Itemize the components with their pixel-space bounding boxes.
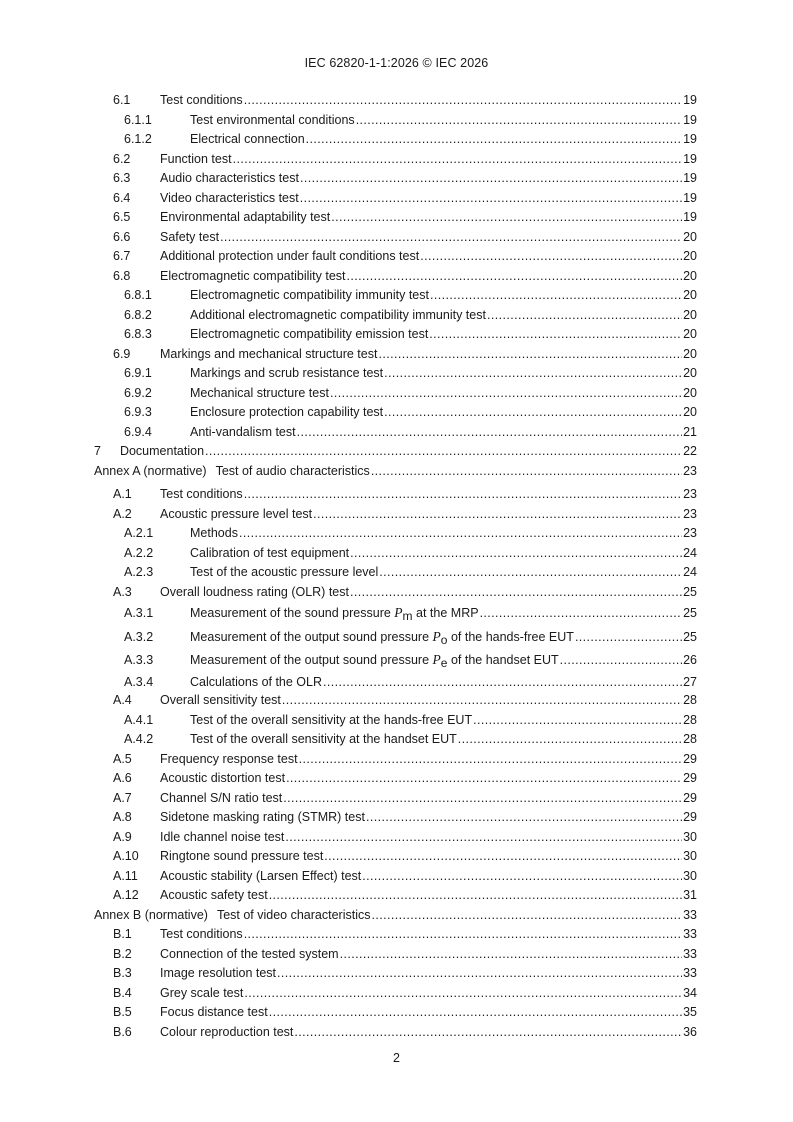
toc-entry-page: 35 xyxy=(683,1005,697,1019)
toc-entry-page: 19 xyxy=(683,112,697,127)
dot-leader xyxy=(297,425,682,440)
toc-entry[interactable] xyxy=(113,693,697,708)
dot-leader xyxy=(244,927,682,942)
toc-entry[interactable] xyxy=(113,507,697,522)
dot-leader xyxy=(384,405,682,420)
toc-entry-title-text: Mechanical structure test xyxy=(190,385,329,400)
toc-entry-page: 29 xyxy=(683,790,697,805)
toc-entry[interactable] xyxy=(113,888,697,903)
math-subscript: e xyxy=(440,656,448,670)
toc-entry[interactable] xyxy=(113,347,697,362)
toc-entry[interactable] xyxy=(124,565,697,580)
toc-entry[interactable] xyxy=(113,927,697,942)
toc-entry-page: 30 xyxy=(683,829,697,844)
dot-leader xyxy=(371,464,682,479)
toc-entry[interactable] xyxy=(124,327,697,342)
toc-entry-page: 36 xyxy=(683,1024,697,1039)
toc-entry-title xyxy=(160,986,243,1001)
toc-entry-page: 22 xyxy=(683,444,697,458)
toc-entry-title xyxy=(216,464,370,479)
toc-entry-title-text: Test of audio characteristics xyxy=(215,463,370,478)
toc-entry[interactable] xyxy=(113,191,697,206)
toc-entry-title-text: Test conditions xyxy=(160,93,243,107)
dot-leader xyxy=(330,386,682,401)
toc-entry-page: 23 xyxy=(683,487,697,501)
dot-leader xyxy=(331,210,682,225)
toc-entry[interactable] xyxy=(113,93,697,108)
toc-entry-page: 20 xyxy=(683,366,697,380)
toc-entry-page: 20 xyxy=(683,385,697,400)
toc-entry-title xyxy=(190,386,329,401)
dot-leader xyxy=(575,630,682,645)
toc-entry[interactable] xyxy=(113,830,697,845)
dot-leader xyxy=(458,732,682,747)
toc-entry-number: B.1 xyxy=(113,927,132,941)
dot-leader xyxy=(313,507,682,522)
toc-entry[interactable] xyxy=(124,113,697,128)
toc-entry-number: 6.8.1 xyxy=(124,288,152,302)
dot-leader xyxy=(300,191,682,206)
dot-leader xyxy=(487,308,682,323)
toc-entry-title xyxy=(190,565,378,580)
toc-entry[interactable] xyxy=(124,405,697,420)
toc-entry-page: 24 xyxy=(683,565,697,579)
toc-entry-page: 20 xyxy=(683,405,697,419)
toc-entry[interactable] xyxy=(94,464,697,479)
toc-entry-number: A.2.1 xyxy=(124,526,154,540)
toc-entry[interactable] xyxy=(113,230,697,245)
toc-entry-title-suffix: at the MRP xyxy=(416,606,479,620)
toc-entry-title-text: Calculations of the OLR xyxy=(190,675,323,689)
toc-entry-title xyxy=(160,849,323,864)
toc-entry-page: 33 xyxy=(683,907,697,922)
toc-entry-page: 19 xyxy=(683,151,697,166)
toc-entry[interactable] xyxy=(113,791,697,806)
toc-entry-number: A.5 xyxy=(113,751,132,766)
toc-entry-number: 6.9.3 xyxy=(124,405,152,419)
dot-leader xyxy=(366,810,682,825)
toc-entry-title-text: Documentation xyxy=(119,444,205,458)
toc-entry-title xyxy=(190,113,355,128)
toc-entry-page: 21 xyxy=(683,424,697,439)
dot-leader xyxy=(340,947,683,962)
toc-entry-title xyxy=(160,269,346,284)
toc-entry-title-text: Idle channel noise test xyxy=(160,829,285,844)
toc-entry-title xyxy=(190,732,457,747)
dot-leader xyxy=(430,288,682,303)
toc-entry-number: 6.4 xyxy=(113,190,131,205)
toc-entry-number: 6.7 xyxy=(113,249,131,263)
toc-entry-title-text: Test conditions xyxy=(160,927,243,941)
toc-entry-page: 20 xyxy=(683,249,697,263)
toc-entry-number: A.3 xyxy=(113,584,132,599)
toc-entry-title xyxy=(160,585,349,600)
toc-entry-title xyxy=(160,810,365,825)
toc-entry-title-text: Channel S/N ratio test xyxy=(160,790,283,805)
toc-entry-number: A.9 xyxy=(113,829,132,844)
toc-entry-number: A.6 xyxy=(113,771,132,785)
toc-entry-number: A.8 xyxy=(113,810,132,824)
toc-entry-page: 19 xyxy=(683,132,697,146)
toc-entry-title-text: Electrical connection xyxy=(190,132,305,146)
toc-entry-title-text: Test of the overall sensitivity at the handset EUT xyxy=(190,732,457,746)
toc-entry-title-text: Acoustic stability (Larsen Effect) test xyxy=(160,868,362,883)
toc-entry-number: B.6 xyxy=(113,1024,132,1039)
toc-entry-title-text: Colour reproduction test xyxy=(160,1024,294,1039)
toc-entry-title-text: Grey scale test xyxy=(160,985,244,1000)
toc-entry-title-text: Calibration of test equipment xyxy=(190,545,350,560)
dot-leader xyxy=(362,869,682,884)
toc-entry-number: B.3 xyxy=(113,966,132,980)
toc-entry[interactable] xyxy=(113,1025,697,1040)
toc-entry-number: A.11 xyxy=(113,868,138,883)
toc-entry-title-text: Test environmental conditions xyxy=(190,112,355,127)
page-header: IEC 62820-1-1:2026 © IEC 2026 xyxy=(304,56,489,70)
toc-entry-number: 6.1 xyxy=(113,93,131,107)
toc-entry-title-text: Measurement of the output sound pressure xyxy=(190,653,430,667)
toc-entry[interactable] xyxy=(113,585,697,600)
toc-entry[interactable] xyxy=(124,652,697,668)
toc-entry-number: 6.8.3 xyxy=(124,327,152,341)
toc-entry-title xyxy=(190,652,559,668)
toc-entry-number: 6.8.2 xyxy=(124,307,152,322)
toc-entry-title xyxy=(160,210,330,225)
toc-entry-page: 23 xyxy=(683,526,697,540)
toc-entry[interactable] xyxy=(124,713,697,728)
toc-entry-page: 27 xyxy=(683,675,697,689)
toc-entry[interactable] xyxy=(124,132,697,147)
toc-entry-title-text: Audio characteristics test xyxy=(160,171,299,185)
toc-entry-page: 20 xyxy=(683,327,697,341)
toc-entry-title xyxy=(190,605,479,621)
dot-leader xyxy=(269,888,682,903)
toc-entry-title xyxy=(217,908,371,923)
dot-leader xyxy=(347,269,683,284)
toc-entry-page: 25 xyxy=(683,584,697,599)
toc-entry[interactable] xyxy=(113,249,697,264)
toc-entry-number: A.4.2 xyxy=(124,732,154,746)
toc-entry-number: Annex A (normative) xyxy=(94,463,207,478)
toc-entry-number: A.2 xyxy=(113,506,132,521)
toc-entry[interactable] xyxy=(94,908,697,923)
toc-entry-title xyxy=(190,366,383,381)
toc-entry-title xyxy=(190,327,428,342)
toc-entry[interactable] xyxy=(124,732,697,747)
toc-entry-title xyxy=(160,347,377,362)
toc-entry-title xyxy=(190,308,486,323)
toc-entry-number: A.3.1 xyxy=(124,606,154,620)
toc-entry-page: 19 xyxy=(683,190,697,205)
toc-entry-title xyxy=(160,830,284,845)
toc-entry-number: A.2.3 xyxy=(124,565,154,579)
dot-leader xyxy=(371,908,682,923)
toc-entry[interactable] xyxy=(113,487,697,502)
dot-leader xyxy=(283,791,682,806)
dot-leader xyxy=(300,171,682,186)
toc-entry-title xyxy=(160,507,312,522)
dot-leader xyxy=(356,113,682,128)
toc-entry-number: 6.9.1 xyxy=(124,366,152,380)
toc-entry-title-text: Anti-vandalism test xyxy=(190,424,296,439)
toc-entry-title-text: Test of the overall sensitivity at the hands-free EUT xyxy=(190,712,473,727)
toc-entry-number: 6.9 xyxy=(113,346,131,361)
dot-leader xyxy=(282,693,682,708)
toc-entry-title-text: Acoustic safety test xyxy=(160,888,268,902)
toc-entry-number: 6.5 xyxy=(113,210,131,224)
toc-entry-page: 19 xyxy=(683,171,697,185)
toc-entry-title-text: Methods xyxy=(190,526,238,540)
toc-entry-page: 23 xyxy=(683,506,697,521)
toc-entry-page: 20 xyxy=(683,229,697,244)
page-number: 2 xyxy=(393,1051,400,1065)
toc-entry[interactable] xyxy=(124,386,697,401)
toc-entry-title-text: Safety test xyxy=(160,229,220,244)
toc-entry-number: 6.9.2 xyxy=(124,385,152,400)
toc-entry-title xyxy=(160,191,299,206)
toc-entry-title-suffix: of the hands-free EUT xyxy=(450,630,574,644)
toc-entry-title-text: Test of video characteristics xyxy=(216,907,371,922)
toc-entry-title-suffix: of the handset EUT xyxy=(450,653,559,667)
toc-entry-number: B.4 xyxy=(113,985,132,1000)
dot-leader xyxy=(473,713,682,728)
toc-entry-title-text: Acoustic distortion test xyxy=(160,771,286,785)
toc-entry[interactable] xyxy=(113,986,697,1001)
toc-entry-number: 6.3 xyxy=(113,171,131,185)
math-variable: P xyxy=(432,652,441,667)
toc-entry-page: 30 xyxy=(683,868,697,883)
toc-entry-title-text: Additional electromagnetic compatibility immunity test xyxy=(190,307,486,322)
toc-entry-page: 29 xyxy=(683,771,697,785)
toc-entry-page: 26 xyxy=(683,653,697,667)
toc-entry-number: 7 xyxy=(94,444,101,458)
dot-leader xyxy=(285,830,682,845)
toc-entry-title-text: Test conditions xyxy=(160,487,243,501)
toc-entry-title xyxy=(160,693,281,708)
dot-leader xyxy=(350,585,682,600)
toc-entry-number: 6.8 xyxy=(113,268,131,283)
toc-entry-number: Annex B (normative) xyxy=(94,907,208,922)
math-subscript: m xyxy=(402,609,413,623)
toc-entry-page: 29 xyxy=(683,810,697,824)
toc-entry-page: 25 xyxy=(683,630,697,644)
toc-entry[interactable] xyxy=(94,444,697,459)
toc-entry-title xyxy=(160,487,243,502)
toc-entry[interactable] xyxy=(124,546,697,561)
toc-entry[interactable] xyxy=(113,771,697,786)
toc-entry[interactable] xyxy=(124,366,697,381)
toc-entry-number: A.4.1 xyxy=(124,712,154,727)
toc-entry-number: A.2.2 xyxy=(124,545,154,560)
dot-leader xyxy=(379,565,682,580)
toc-entry-title-text: Function test xyxy=(160,151,232,166)
toc-entry[interactable] xyxy=(124,675,697,690)
toc-entry-title-text: Overall loudness rating (OLR) test xyxy=(160,584,349,599)
toc-entry-title-text: Sidetone masking rating (STMR) test xyxy=(160,810,365,824)
toc-entry-page: 33 xyxy=(683,927,697,941)
toc-entry-page: 28 xyxy=(683,712,697,727)
toc-entry[interactable] xyxy=(113,810,697,825)
toc-entry-title-text: Electromagnetic compatibility immunity test xyxy=(190,288,429,302)
math-subscript: o xyxy=(440,633,448,647)
toc-entry-title-text: Markings and mechanical structure test xyxy=(160,346,378,361)
dot-leader xyxy=(323,675,682,690)
dot-leader xyxy=(269,1005,682,1020)
toc-entry[interactable] xyxy=(113,1005,697,1020)
toc-entry-number: A.1 xyxy=(113,487,132,501)
toc-entry-title xyxy=(190,288,429,303)
toc-entry-number: B.2 xyxy=(113,946,132,961)
toc-entry[interactable] xyxy=(113,869,697,884)
toc-entry-page: 20 xyxy=(683,268,697,283)
toc-entry-number: A.3.3 xyxy=(124,653,154,667)
toc-entry-number: A.7 xyxy=(113,790,132,805)
toc-entry-page: 29 xyxy=(683,751,697,766)
toc-entry-page: 20 xyxy=(683,307,697,322)
toc-entry-title xyxy=(190,713,472,728)
toc-entry-title-text: Focus distance test xyxy=(160,1005,268,1019)
toc-entry-page: 23 xyxy=(683,463,697,478)
dot-leader xyxy=(277,966,682,981)
toc-entry-title-text: Video characteristics test xyxy=(160,190,299,205)
toc-entry-title-text: Acoustic pressure level test xyxy=(160,506,313,521)
toc-entry-number: 6.9.4 xyxy=(124,424,152,439)
toc-entry[interactable] xyxy=(124,425,697,440)
toc-entry-title-text: Image resolution test xyxy=(160,966,277,980)
toc-entry-title xyxy=(120,444,204,459)
toc-entry[interactable] xyxy=(124,526,697,541)
toc-entry-page: 34 xyxy=(683,985,697,1000)
dot-leader xyxy=(294,1025,682,1040)
toc-entry[interactable] xyxy=(124,629,697,645)
toc-entry[interactable] xyxy=(113,269,697,284)
toc-entry-title-text: Connection of the tested system xyxy=(160,946,339,961)
toc-entry[interactable] xyxy=(124,308,697,323)
dot-leader xyxy=(244,986,682,1001)
toc-entry-title-text: Test of the acoustic pressure level xyxy=(190,565,379,579)
dot-leader xyxy=(220,230,682,245)
toc-entry-title xyxy=(190,405,383,420)
dot-leader xyxy=(286,771,682,786)
toc-entry-page: 24 xyxy=(683,545,697,560)
dot-leader xyxy=(429,327,682,342)
toc-entry-title xyxy=(160,791,282,806)
toc-entry-title xyxy=(160,927,243,942)
toc-entry-number: A.12 xyxy=(113,888,139,902)
toc-entry-title xyxy=(160,869,361,884)
toc-entry-page: 20 xyxy=(683,288,697,302)
toc-entry-title-text: Ringtone sound pressure test xyxy=(160,849,324,863)
toc-entry-number: A.3.4 xyxy=(124,675,154,689)
toc-entry-number: 6.1.1 xyxy=(124,112,152,127)
dot-leader xyxy=(299,752,683,767)
toc-entry[interactable] xyxy=(113,152,697,167)
toc-entry-page: 33 xyxy=(683,946,697,961)
dot-leader xyxy=(378,347,682,362)
toc-entry[interactable] xyxy=(113,210,697,225)
toc-entry-title xyxy=(190,526,238,541)
toc-entry-title xyxy=(160,947,339,962)
toc-entry-title-text: Enclosure protection capability test xyxy=(190,405,384,419)
toc-entry-title-text: Electromagnetic compatibility emission test xyxy=(190,327,429,341)
toc-entry-page: 20 xyxy=(683,346,697,361)
math-variable: P xyxy=(432,629,441,644)
toc-entry-page: 33 xyxy=(683,966,697,980)
dot-leader xyxy=(205,444,682,459)
toc-entry-page: 30 xyxy=(683,849,697,863)
toc-entry-title-text: Markings and scrub resistance test xyxy=(190,366,384,380)
toc-entry[interactable] xyxy=(113,849,697,864)
toc-entry-title xyxy=(190,425,296,440)
toc-entry-page: 19 xyxy=(683,210,697,224)
toc-entry-title-text: Measurement of the sound pressure xyxy=(190,606,391,620)
dot-leader xyxy=(384,366,682,381)
dot-leader xyxy=(306,132,682,147)
toc-entry-title-text: Environmental adaptability test xyxy=(160,210,331,224)
toc-entry-number: A.10 xyxy=(113,849,139,863)
toc-entry[interactable] xyxy=(124,605,697,621)
toc-entry-number: A.4 xyxy=(113,693,132,707)
toc-entry[interactable] xyxy=(113,752,697,767)
toc-entry-number: A.3.2 xyxy=(124,630,154,644)
math-variable: P xyxy=(394,605,403,620)
toc-entry-title xyxy=(160,171,299,186)
toc-entry[interactable] xyxy=(124,288,697,303)
toc-entry[interactable] xyxy=(113,947,697,962)
toc-entry-number: B.5 xyxy=(113,1005,132,1019)
toc-entry-page: 28 xyxy=(683,732,697,746)
toc-entry-number: 6.6 xyxy=(113,229,131,244)
dot-leader xyxy=(239,526,682,541)
toc-entry-title-text: Additional protection under fault conditions test xyxy=(160,249,420,263)
toc-entry-title xyxy=(160,1025,293,1040)
toc-entry-number: 6.1.2 xyxy=(124,132,152,146)
toc-entry-title xyxy=(190,132,305,147)
dot-leader xyxy=(244,487,682,502)
toc-entry-title xyxy=(190,675,322,690)
toc-entry[interactable] xyxy=(113,966,697,981)
dot-leader xyxy=(480,606,683,621)
toc-entry-title xyxy=(160,1005,268,1020)
toc-entry-title xyxy=(160,888,268,903)
toc-entry-title-text: Frequency response test xyxy=(160,751,298,766)
toc-entry-page: 28 xyxy=(683,693,697,707)
toc-entry-page: 25 xyxy=(683,606,697,620)
toc-entry[interactable] xyxy=(113,171,697,186)
toc-entry-title-text: Overall sensitivity test xyxy=(160,693,281,707)
dot-leader xyxy=(233,152,683,167)
toc-entry-title xyxy=(160,966,276,981)
toc-entry-title xyxy=(160,152,232,167)
toc-entry-title xyxy=(160,752,298,767)
toc-entry-title-text: Electromagnetic compatibility test xyxy=(160,268,346,283)
toc-entry-title xyxy=(160,93,243,108)
toc-entry-title xyxy=(190,546,349,561)
dot-leader xyxy=(244,93,682,108)
toc-entry-title xyxy=(190,629,574,645)
dot-leader xyxy=(560,653,682,668)
toc-entry-title-text: Measurement of the output sound pressure xyxy=(190,630,430,644)
toc-entry-page: 19 xyxy=(683,93,697,107)
toc-entry-title xyxy=(160,249,419,264)
dot-leader xyxy=(350,546,682,561)
toc-entry-number: 6.2 xyxy=(113,151,131,166)
dot-leader xyxy=(324,849,682,864)
toc-entry-page: 31 xyxy=(683,888,697,902)
dot-leader xyxy=(420,249,682,264)
toc-entry-title xyxy=(160,230,219,245)
toc-entry-title xyxy=(160,771,285,786)
